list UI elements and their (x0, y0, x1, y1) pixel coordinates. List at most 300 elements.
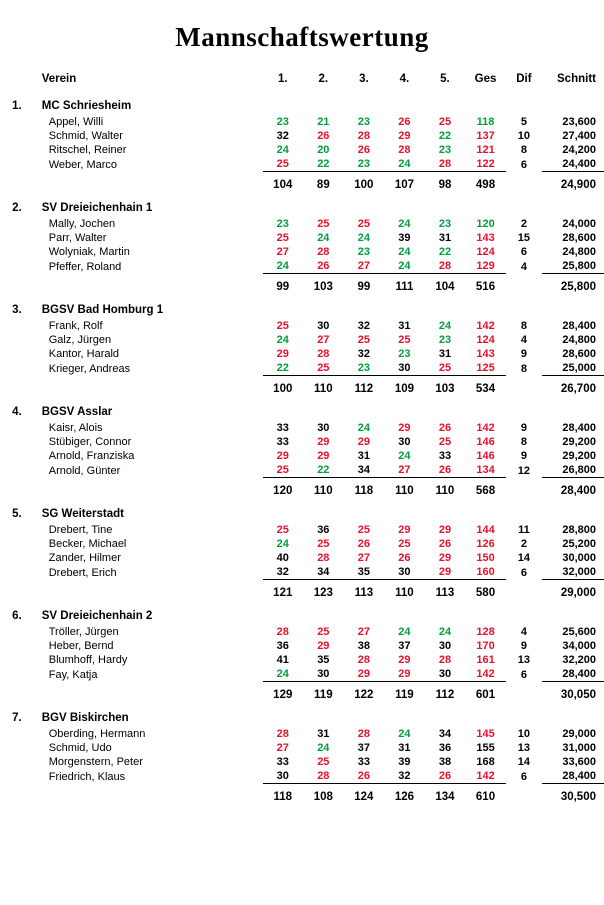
player-round-score: 24 (276, 334, 289, 346)
player-round-score: 25 (357, 218, 370, 230)
team-row-spacer (384, 193, 425, 217)
team-row (0, 295, 604, 319)
player-round-score: 26 (317, 260, 330, 272)
team-round-total: 104 (263, 172, 304, 194)
player-row-indent (0, 551, 28, 565)
player-diff: 8 (520, 362, 527, 375)
player-round-score: 31 (398, 742, 411, 754)
player-round-score: 33 (276, 756, 289, 768)
team-round-total: 118 (263, 784, 304, 806)
player-round-score: 22 (317, 464, 330, 476)
player-round-score: 24 (398, 450, 411, 462)
player-average: 30,000 (562, 552, 596, 564)
player-total: 129 (476, 260, 495, 272)
player-name: Tröller, Jürgen (48, 626, 119, 638)
player-round-score: 36 (317, 524, 330, 536)
team-row-spacer (344, 397, 385, 421)
player-round-score: 26 (317, 130, 330, 142)
team-grand-total: 534 (465, 376, 506, 398)
table-body (0, 91, 604, 805)
player-round-score: 39 (398, 756, 411, 768)
team-sum-diff (506, 682, 542, 704)
player-total: 160 (476, 566, 495, 578)
team-sum-label (28, 478, 263, 500)
player-round-score: 24 (317, 742, 330, 754)
team-sum-row (0, 172, 604, 194)
team-sum-row (0, 478, 604, 500)
player-row-indent (0, 143, 28, 157)
player-round-score: 25 (438, 362, 452, 374)
player-round-score: 22 (276, 362, 289, 374)
player-round-score: 29 (276, 450, 289, 462)
team-sum-label (28, 274, 263, 296)
header-round-2: 2. (318, 73, 329, 85)
team-row-spacer (263, 397, 304, 421)
player-row (0, 653, 604, 667)
player-average: 28,600 (562, 348, 596, 360)
player-round-score: 25 (398, 538, 411, 550)
player-round-score: 28 (276, 626, 289, 638)
team-row-spacer (465, 295, 506, 319)
team-row (0, 703, 604, 727)
player-diff: 6 (520, 566, 527, 579)
player-row-indent (0, 667, 28, 682)
team-row-spacer (425, 499, 466, 523)
player-round-score: 25 (438, 436, 452, 448)
player-diff: 9 (520, 450, 527, 462)
player-diff: 5 (520, 116, 527, 128)
player-average: 24,400 (562, 158, 596, 170)
player-diff: 9 (520, 422, 527, 434)
player-row (0, 565, 604, 580)
player-row (0, 727, 604, 741)
team-sum-diff (506, 784, 542, 806)
player-round-score: 29 (317, 450, 330, 462)
player-name: Wolyniak, Martin (48, 246, 130, 258)
team-sum-diff (506, 478, 542, 500)
team-round-total: 108 (303, 784, 344, 806)
team-row-spacer (263, 601, 304, 625)
team-row-spacer (303, 295, 344, 319)
player-row (0, 333, 604, 347)
team-round-total: 123 (303, 580, 344, 602)
player-total: 124 (476, 334, 495, 346)
player-total: 128 (476, 626, 495, 638)
team-round-total: 110 (425, 478, 466, 500)
player-total: 170 (476, 640, 495, 652)
player-round-score: 28 (357, 130, 370, 142)
team-row-spacer (425, 295, 466, 319)
table-header-row (0, 59, 604, 91)
player-diff: 6 (520, 770, 527, 783)
player-round-score: 21 (317, 116, 330, 128)
team-round-total: 110 (384, 580, 425, 602)
player-diff: 6 (520, 668, 527, 681)
team-round-total: 134 (425, 784, 466, 806)
player-total: 134 (476, 464, 495, 476)
team-round-total: 120 (263, 478, 304, 500)
team-round-total: 122 (344, 682, 385, 704)
player-round-score: 26 (398, 552, 411, 564)
player-round-score: 26 (357, 538, 370, 550)
team-name: MC Schriesheim (41, 100, 132, 112)
player-name: Ritschel, Reiner (48, 144, 127, 156)
player-name: Mally, Jochen (48, 218, 116, 230)
player-diff: 4 (520, 626, 527, 638)
team-row-spacer (506, 91, 542, 115)
team-grand-total: 516 (465, 274, 506, 296)
team-rank: 6. (12, 610, 22, 622)
player-diff: 2 (520, 218, 527, 230)
player-round-score: 24 (317, 232, 330, 244)
team-round-total: 126 (384, 784, 425, 806)
team-row-spacer (506, 295, 542, 319)
player-diff: 6 (520, 246, 527, 258)
team-row-spacer (506, 193, 542, 217)
team-row (0, 499, 604, 523)
player-row (0, 667, 604, 682)
team-round-total: 100 (344, 172, 385, 194)
player-total: 126 (476, 538, 495, 550)
player-round-score: 24 (357, 232, 370, 244)
team-row-spacer (506, 703, 542, 727)
player-total: 146 (476, 450, 495, 462)
player-name: Drebert, Tine (48, 524, 113, 536)
player-round-score: 34 (438, 728, 452, 740)
player-average: 24,000 (562, 218, 596, 230)
header-verein: Verein (41, 73, 77, 85)
player-round-score: 26 (438, 464, 452, 476)
team-row-spacer (425, 91, 466, 115)
player-average: 29,000 (562, 728, 596, 740)
player-round-score: 23 (438, 218, 452, 230)
player-diff: 8 (520, 436, 527, 448)
team-sum-row (0, 274, 604, 296)
player-row-indent (0, 741, 28, 755)
player-row (0, 551, 604, 565)
player-name: Becker, Michael (48, 538, 127, 550)
player-round-score: 28 (438, 158, 452, 170)
player-row-indent (0, 639, 28, 653)
player-diff: 10 (517, 728, 531, 740)
player-row (0, 231, 604, 245)
player-total: 155 (476, 742, 495, 754)
team-row-spacer (506, 397, 542, 421)
player-average: 24,800 (562, 334, 596, 346)
player-total: 145 (476, 728, 495, 740)
player-round-score: 27 (276, 742, 289, 754)
player-round-score: 24 (276, 260, 289, 272)
player-average: 25,600 (562, 626, 596, 638)
player-round-score: 25 (317, 538, 330, 550)
header-rank (0, 59, 28, 91)
team-row-spacer (425, 397, 466, 421)
team-round-total: 107 (384, 172, 425, 194)
player-round-score: 25 (317, 626, 330, 638)
player-row-indent (0, 755, 28, 769)
player-round-score: 29 (438, 552, 452, 564)
player-round-score: 32 (357, 320, 370, 332)
player-diff: 9 (520, 348, 527, 360)
player-average: 26,800 (562, 464, 596, 476)
team-rank: 7. (12, 712, 22, 724)
player-average: 28,400 (562, 770, 596, 782)
player-average: 28,800 (562, 524, 596, 536)
player-round-score: 26 (438, 770, 452, 782)
team-rank: 4. (12, 406, 22, 418)
player-row-indent (0, 115, 28, 129)
team-row-spacer (263, 91, 304, 115)
player-round-score: 26 (357, 770, 370, 782)
player-round-score: 24 (398, 246, 411, 258)
player-round-score: 36 (438, 742, 452, 754)
team-round-total: 110 (303, 478, 344, 500)
team-row (0, 601, 604, 625)
player-total: 146 (476, 436, 495, 448)
team-row-spacer (542, 295, 604, 319)
player-round-score: 27 (398, 464, 411, 476)
team-rank: 5. (12, 508, 22, 520)
team-average: 30,500 (542, 784, 604, 806)
player-round-score: 27 (357, 260, 370, 272)
team-row-spacer (263, 499, 304, 523)
player-round-score: 23 (357, 116, 370, 128)
player-row-indent (0, 319, 28, 333)
team-name: SV Dreieichenhain 2 (41, 610, 153, 622)
player-round-score: 32 (357, 348, 370, 360)
player-round-score: 26 (438, 538, 452, 550)
player-diff: 15 (517, 232, 531, 244)
player-name: Appel, Willi (48, 116, 104, 128)
team-row-spacer (542, 601, 604, 625)
team-row-spacer (465, 91, 506, 115)
player-name: Weber, Marco (48, 158, 118, 171)
player-row-indent (0, 537, 28, 551)
player-average: 28,400 (562, 422, 596, 434)
player-name: Blumhoff, Hardy (48, 654, 128, 666)
player-round-score: 28 (438, 260, 452, 272)
player-round-score: 22 (438, 130, 452, 142)
player-round-score: 28 (398, 144, 411, 156)
player-row-indent (0, 435, 28, 449)
player-round-score: 24 (357, 422, 370, 434)
player-total: 168 (476, 756, 495, 768)
player-round-score: 39 (398, 232, 411, 244)
team-row-spacer (344, 91, 385, 115)
player-name: Heber, Bernd (48, 640, 114, 652)
player-name: Kantor, Harald (48, 348, 120, 360)
team-row-spacer (263, 193, 304, 217)
team-row-spacer (303, 703, 344, 727)
team-row-spacer (303, 193, 344, 217)
player-round-score: 24 (398, 626, 411, 638)
player-round-score: 24 (438, 626, 452, 638)
team-round-total: 121 (263, 580, 304, 602)
team-row-spacer (384, 91, 425, 115)
team-sum-diff (506, 274, 542, 296)
player-name: Arnold, Franziska (48, 450, 135, 462)
team-row (0, 193, 604, 217)
team-round-total: 119 (303, 682, 344, 704)
player-row-indent (0, 129, 28, 143)
team-round-total: 99 (344, 274, 385, 296)
player-row (0, 347, 604, 361)
player-average: 34,000 (562, 640, 596, 652)
player-round-score: 28 (317, 770, 330, 782)
player-average: 24,800 (562, 246, 596, 258)
team-round-total: 119 (384, 682, 425, 704)
team-sum-row (0, 376, 604, 398)
player-round-score: 38 (357, 640, 370, 652)
team-row-spacer (465, 703, 506, 727)
player-row-indent (0, 463, 28, 478)
player-round-score: 29 (438, 566, 452, 578)
player-total: 143 (476, 232, 495, 244)
player-round-score: 27 (357, 626, 370, 638)
player-row-indent (0, 523, 28, 537)
player-round-score: 22 (438, 246, 452, 258)
player-round-score: 40 (276, 552, 289, 564)
team-row (0, 91, 604, 115)
player-name: Schmid, Walter (48, 130, 123, 142)
player-diff: 9 (520, 640, 527, 652)
player-round-score: 27 (357, 552, 370, 564)
player-row-indent (0, 769, 28, 784)
player-name: Friedrich, Klaus (48, 770, 126, 783)
player-round-score: 24 (398, 218, 411, 230)
team-sum-row (0, 580, 604, 602)
player-round-score: 23 (276, 218, 289, 230)
player-row (0, 361, 604, 376)
team-round-total: 118 (344, 478, 385, 500)
player-round-score: 29 (317, 640, 330, 652)
team-sum-label (28, 784, 263, 806)
player-round-score: 29 (398, 130, 411, 142)
player-total: 142 (476, 770, 495, 782)
player-round-score: 34 (357, 464, 370, 476)
team-row-spacer (542, 499, 604, 523)
player-round-score: 35 (357, 566, 370, 578)
player-row (0, 435, 604, 449)
player-diff: 13 (517, 654, 531, 666)
player-name: Schmid, Udo (48, 742, 112, 754)
team-round-total: 100 (263, 376, 304, 398)
standings-table (0, 59, 604, 805)
team-grand-total: 610 (465, 784, 506, 806)
player-row (0, 741, 604, 755)
player-round-score: 33 (438, 450, 452, 462)
player-round-score: 28 (357, 728, 370, 740)
player-round-score: 24 (438, 320, 452, 332)
player-diff: 4 (520, 260, 527, 273)
player-round-score: 31 (398, 320, 411, 332)
player-total: 124 (476, 246, 495, 258)
team-rank: 1. (12, 100, 22, 112)
team-round-total: 111 (384, 274, 425, 296)
player-row-indent (0, 333, 28, 347)
player-round-score: 29 (398, 422, 411, 434)
header-round-1: 1. (277, 73, 288, 85)
player-round-score: 25 (398, 334, 411, 346)
player-average: 27,400 (562, 130, 596, 142)
team-sum-label (28, 172, 263, 194)
player-round-score: 32 (276, 130, 289, 142)
player-round-score: 30 (398, 566, 411, 578)
player-round-score: 32 (398, 770, 411, 782)
player-round-score: 31 (438, 348, 452, 360)
player-round-score: 29 (357, 668, 370, 680)
player-row-indent (0, 625, 28, 639)
player-row-indent (0, 157, 28, 172)
team-row-spacer (303, 91, 344, 115)
team-row-spacer (384, 601, 425, 625)
player-round-score: 24 (276, 668, 289, 680)
player-round-score: 23 (438, 334, 452, 346)
player-round-score: 22 (317, 158, 330, 170)
player-round-score: 25 (317, 218, 330, 230)
player-round-score: 41 (276, 654, 289, 666)
player-total: 142 (476, 422, 495, 434)
player-round-score: 28 (317, 552, 330, 564)
team-row-spacer (506, 499, 542, 523)
team-sum-diff (506, 172, 542, 194)
player-round-score: 33 (276, 436, 289, 448)
team-round-total: 112 (344, 376, 385, 398)
player-diff: 14 (517, 756, 531, 768)
player-row (0, 259, 604, 274)
player-round-score: 36 (276, 640, 289, 652)
team-row-spacer (263, 703, 304, 727)
team-row-spacer (384, 397, 425, 421)
player-round-score: 29 (276, 348, 289, 360)
player-total: 143 (476, 348, 495, 360)
player-round-score: 27 (317, 334, 330, 346)
team-sum-row (0, 784, 604, 806)
player-round-score: 25 (438, 116, 452, 128)
team-sum-spacer (0, 580, 28, 602)
player-round-score: 25 (276, 464, 289, 476)
player-name: Arnold, Günter (48, 464, 121, 477)
player-round-score: 30 (317, 422, 330, 434)
player-name: Oberding, Hermann (48, 728, 146, 740)
team-sum-spacer (0, 376, 28, 398)
player-round-score: 32 (276, 566, 289, 578)
team-row-spacer (344, 703, 385, 727)
player-total: 150 (476, 552, 495, 564)
player-round-score: 30 (317, 320, 330, 332)
player-round-score: 28 (317, 246, 330, 258)
player-diff: 11 (518, 524, 530, 536)
player-average: 28,600 (562, 232, 596, 244)
player-average: 25,200 (562, 538, 596, 550)
team-name: BGSV Asslar (41, 406, 113, 418)
player-average: 32,200 (562, 654, 596, 666)
player-round-score: 23 (438, 144, 452, 156)
team-row-spacer (344, 601, 385, 625)
player-row (0, 449, 604, 463)
player-row-indent (0, 653, 28, 667)
team-round-total: 99 (263, 274, 304, 296)
player-round-score: 30 (317, 668, 330, 680)
player-row (0, 245, 604, 259)
team-grand-total: 568 (465, 478, 506, 500)
player-round-score: 24 (276, 538, 289, 550)
player-name: Frank, Rolf (48, 320, 103, 332)
player-row (0, 755, 604, 769)
player-round-score: 23 (398, 348, 411, 360)
player-name: Zander, Hilmer (48, 552, 121, 564)
team-rank: 2. (12, 202, 22, 214)
